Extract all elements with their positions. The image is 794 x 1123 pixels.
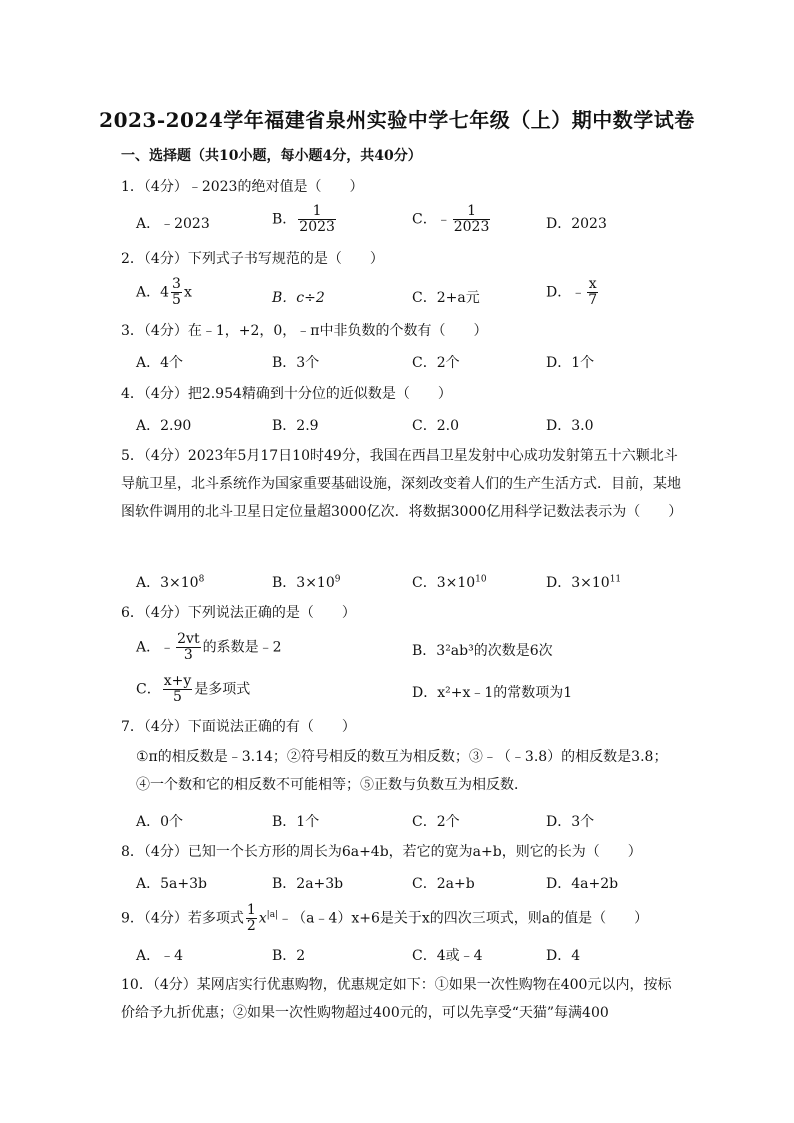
q7-statements: ①π的相反数是﹣3.14；②符号相反的数互为相反数；③﹣（﹣3.8）的相反数是3.8；④一个数和它的相反数不可能相等；⑤正数与负数互为相反数． [136,749,668,793]
q8-option-b: B．2a+3b [272,876,344,892]
q2-option-b: B．c÷2 [272,290,325,306]
q3-option-d: D．1个 [546,355,595,371]
fraction: $\frac{2vt}{3}$ [177,631,200,663]
q8-option-c: C．2a+b [412,876,475,892]
q5-option-a: A．$3\times 10^8$ [136,574,205,591]
q9-option-b: B．2 [272,948,306,964]
q9-option-c: C．4或﹣4 [412,948,483,964]
q4-option-a: A．2.90 [136,418,192,434]
q7-option-c: C．2个 [412,814,460,830]
q7-option-a: A．0个 [136,814,184,830]
q1-option-a: A．﹣2023 [136,216,210,232]
q4-option-b: B．2.9 [272,418,319,434]
q1-option-b: B． $\frac{1}{2023}$ [272,203,335,235]
question-2-stem: 2．（4分）下列式子书写规范的是（ ） [121,251,384,267]
fraction: $\frac{x}{7}$ [588,276,598,308]
q8-option-a: A．5a+3b [136,876,207,892]
q9-option-a: A．﹣4 [136,948,184,964]
question-7-stem: 7．（4分）下面说法正确的有（ ） [121,719,356,735]
question-3-stem: 3．（4分）在﹣1，+2，0，﹣π中非负数的个数有（ ） [121,323,488,339]
q7-option-d: D．3个 [546,814,595,830]
q8-option-d: D．4a+2b [546,876,619,892]
question-1-stem: 1．（4分）﹣2023的绝对值是（ ） [121,179,364,195]
q6-option-b: B．3²ab³的次数是6次 [412,643,553,659]
q2-option-c: C．2+a元 [412,290,480,306]
q5-option-b: B．$3\times 10^9$ [272,574,341,591]
q4-option-c: C．2.0 [412,418,459,434]
question-4-stem: 4．（4分）把2.954精确到十分位的近似数是（ ） [121,386,452,402]
q2-option-d: D．﹣ $\frac{x}{7}$ [546,276,598,308]
q6-option-d: D．x²+x﹣1的常数项为1 [412,685,573,701]
q2-option-a: A．4 $\frac{3}{5}$ x [136,276,192,308]
q3-option-c: C．2个 [412,355,460,371]
fraction: $\frac{1}{2}$ [246,902,256,934]
question-8-stem: 8．（4分）已知一个长方形的周长为6a+4b，若它的宽为a+b，则它的长为（ ） [121,844,642,860]
q4-option-d: D．3.0 [546,418,594,434]
exam-title: 2023-2024学年福建省泉州实验中学七年级（上）期中数学试卷 [99,108,695,132]
q9-option-d: D．4 [546,948,581,964]
q5-option-c: C．$3\times 10^{10}$ [412,574,487,591]
q6-option-c: C． $\frac{x+y}{5}$ 是多项式 [136,673,251,705]
q3-option-b: B．3个 [272,355,320,371]
q6-option-a: A．﹣ $\frac{2vt}{3}$ 的系数是﹣2 [136,631,282,663]
q1-option-c: C．﹣ $\frac{1}{2023}$ [412,203,490,235]
question-5-stem: 5．（4分）2023年5月17日10时49分，我国在西昌卫星发射中心成功发射第五十六颗北斗导航卫星，北斗系统作为国家重要基础设施，深刻改变着人们的生产生活方式．目前，某地图软件调用的北斗卫星日定位量超3000亿次．将数据3000亿用科学记数法表示为（ ） [121,448,683,520]
q3-option-a: A．4个 [136,355,184,371]
fraction: $\frac{1}{2023}$ [453,203,490,235]
section-heading: 一、选择题（共10小题，每小题4分，共40分） [121,148,422,164]
q7-option-b: B．1个 [272,814,320,830]
q5-option-d: D．$3\times 10^{11}$ [546,574,622,591]
question-10-stem: 10．（4分）某网店实行优惠购物，优惠规定如下：①如果一次性购物在400元以内，按标价给予九折优惠；②如果一次性购物超过400元的，可以先享受“天猫”每满400 [121,977,672,1021]
fraction: $\frac{3}{5}$ [172,276,181,308]
question-9-stem: 9．（4分）若多项式 $\frac{1}{2}$ $x^{|a|}﹣(a﹣4)x+6$是关于x的四次三项式，则a的值是（ ） [121,902,649,934]
fraction: $\frac{x+y}{5}$ [163,673,192,705]
fraction: $\frac{1}{2023}$ [299,203,335,235]
question-6-stem: 6．（4分）下列说法正确的是（ ） [121,605,356,621]
q1-option-d: D．2023 [546,216,607,232]
